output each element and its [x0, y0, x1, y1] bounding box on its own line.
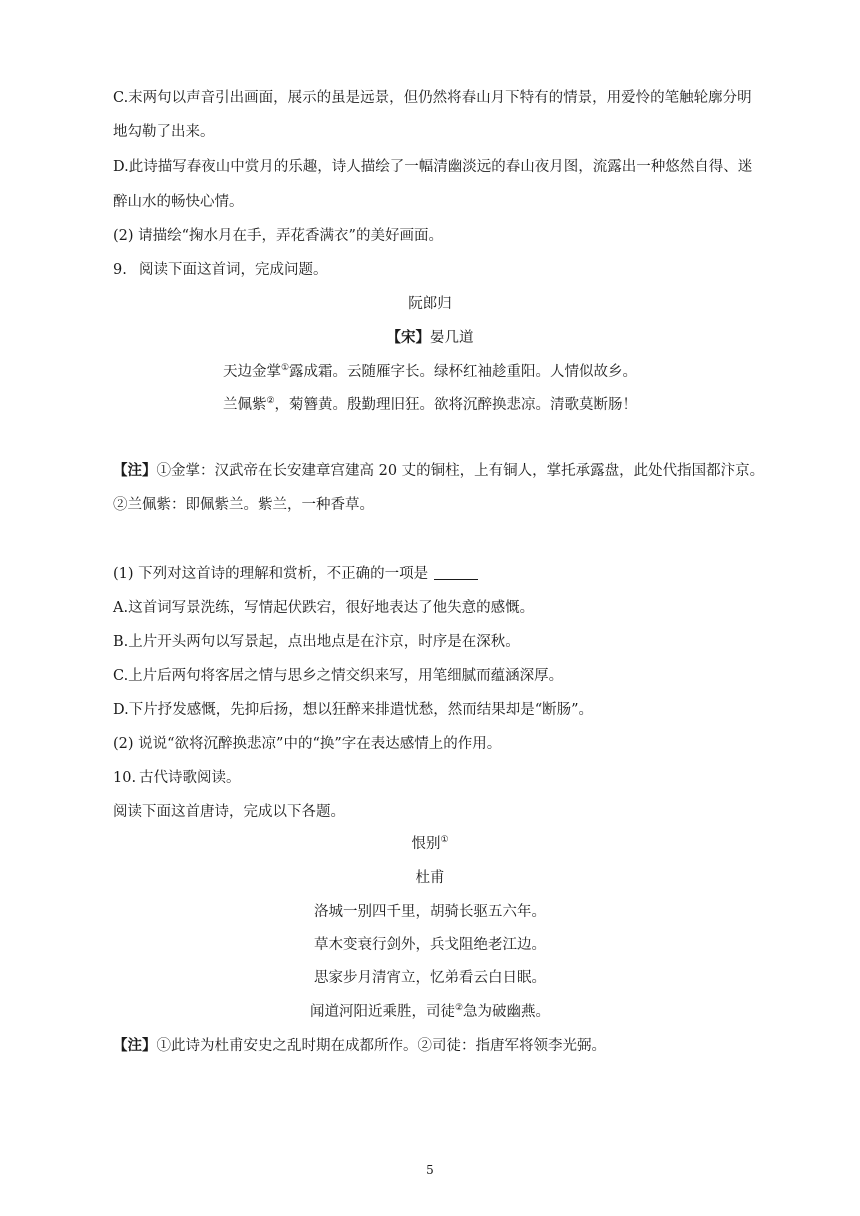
- poem-9-line-2-b: ，菊簪黄。殷勤理旧狂。欲将沉醉换悲凉。清歌莫断肠！: [274, 397, 638, 413]
- question-9-number: 9.: [113, 262, 127, 278]
- question-9-option-c: C.上片后两句将客居之情与思乡之情交织来写，用笔细腻而蕴涵深厚。: [113, 668, 564, 684]
- question-10-prompt: 古代诗歌阅读。: [139, 770, 241, 786]
- page-number: 5: [426, 1163, 434, 1177]
- question-10-heading: [113, 768, 241, 788]
- note-marker-1: ①: [440, 835, 449, 845]
- poem-9-note-1: [113, 461, 764, 481]
- poem-10-line-4-a: 闻道河阳近乘胜，司徒: [309, 1004, 455, 1020]
- poem-9-line-2-a: 兰佩紫: [222, 397, 267, 413]
- question-9-option-d: D.下片抒发感慨，先抑后扬，想以狂醉来排遣忧愁，然而结果却是“断肠”。: [113, 702, 594, 718]
- question-9-option-a: A.这首词写景洗练，写情起伏跌宕，很好地表达了他失意的感慨。: [113, 600, 535, 616]
- question-10-intro: 阅读下面这首唐诗，完成以下各题。: [113, 804, 345, 820]
- poem-9-author-name: 晏几道: [430, 330, 474, 346]
- poem-10-note: [113, 1036, 606, 1056]
- poem-10-title: [0, 834, 860, 854]
- poem-10-line-1: 洛城一别四千里，胡骑长驱五六年。: [314, 904, 546, 920]
- poem-9-dynasty: 【宋】: [386, 329, 430, 346]
- option-c-line-1: C.末两句以声音引出画面，展示的虽是远景，但仍然将春山月下特有的情景，用爱怜的笔触轮廓分明: [113, 90, 752, 106]
- poem-9-title: 阮郎归: [408, 296, 452, 312]
- poem-9-note-2: ②兰佩紫：即佩紫兰。紫兰，一种香草。: [113, 497, 374, 513]
- question-9-heading: [113, 260, 328, 280]
- poem-10-line-4-b: 急为破幽燕。: [463, 1004, 551, 1020]
- poem-10-note-text: ①此诗为杜甫安史之乱时期在成都所作。②司徒：指唐军将领李光弼。: [156, 1038, 606, 1054]
- question-9-part-2: (2) 说说“欲将沉醉换悲凉”中的“换”字在表达感情上的作用。: [113, 736, 502, 752]
- option-c-line-2: 地勾勒了出来。: [113, 124, 215, 140]
- option-d-line-1: D.此诗描写春夜山中赏月的乐趣，诗人描绘了一幅清幽淡远的春山夜月图，流露出一种悠然自得、迷: [113, 159, 753, 175]
- poem-9-line-1-a: 天边金掌: [222, 364, 281, 380]
- question-9-part-1: [113, 564, 478, 584]
- note-marker-1: ①: [280, 363, 290, 373]
- note-label: 【注】: [113, 1037, 157, 1054]
- poem-10-title-text: 恨别: [411, 836, 441, 852]
- question-9-option-b: B.上片开头两句以写景起，点出地点是在汴京，时序是在深秋。: [113, 634, 520, 650]
- poem-10-line-2: 草木变衰行剑外，兵戈阻绝老江边。: [314, 937, 546, 953]
- note-marker-2: ②: [454, 1003, 464, 1013]
- poem-10-author: 杜甫: [415, 870, 445, 886]
- note-marker-2: ②: [266, 396, 275, 406]
- poem-9-author: [0, 328, 860, 348]
- question-8-part-2: (2) 请描绘“掬水月在手，弄花香满衣”的美好画面。: [113, 228, 443, 244]
- note-1-text: ①金掌：汉武帝在长安建章宫建高 20 丈的铜柱，上有铜人，掌托承露盘，此处代指国都汴京。: [156, 463, 765, 479]
- poem-9-line-2: [0, 395, 860, 415]
- question-9-prompt: 阅读下面这首词，完成问题。: [139, 262, 328, 278]
- note-label: 【注】: [113, 462, 157, 479]
- option-d-line-2: 醉山水的畅快心情。: [113, 194, 244, 210]
- question-9-part-1-text: (1) 下列对这首诗的理解和赏析，不正确的一项是: [113, 566, 429, 582]
- poem-10-line-3: 思家步月清宵立，忆弟看云白日眠。: [314, 970, 546, 986]
- poem-9-line-1: [0, 362, 860, 382]
- poem-10-line-4: [0, 1002, 860, 1022]
- poem-9-line-1-b: 露成霜。云随雁字长。绿杯红袖趁重阳。人情似故乡。: [289, 364, 638, 380]
- question-10-number: 10.: [113, 770, 137, 786]
- answer-blank[interactable]: [434, 565, 478, 580]
